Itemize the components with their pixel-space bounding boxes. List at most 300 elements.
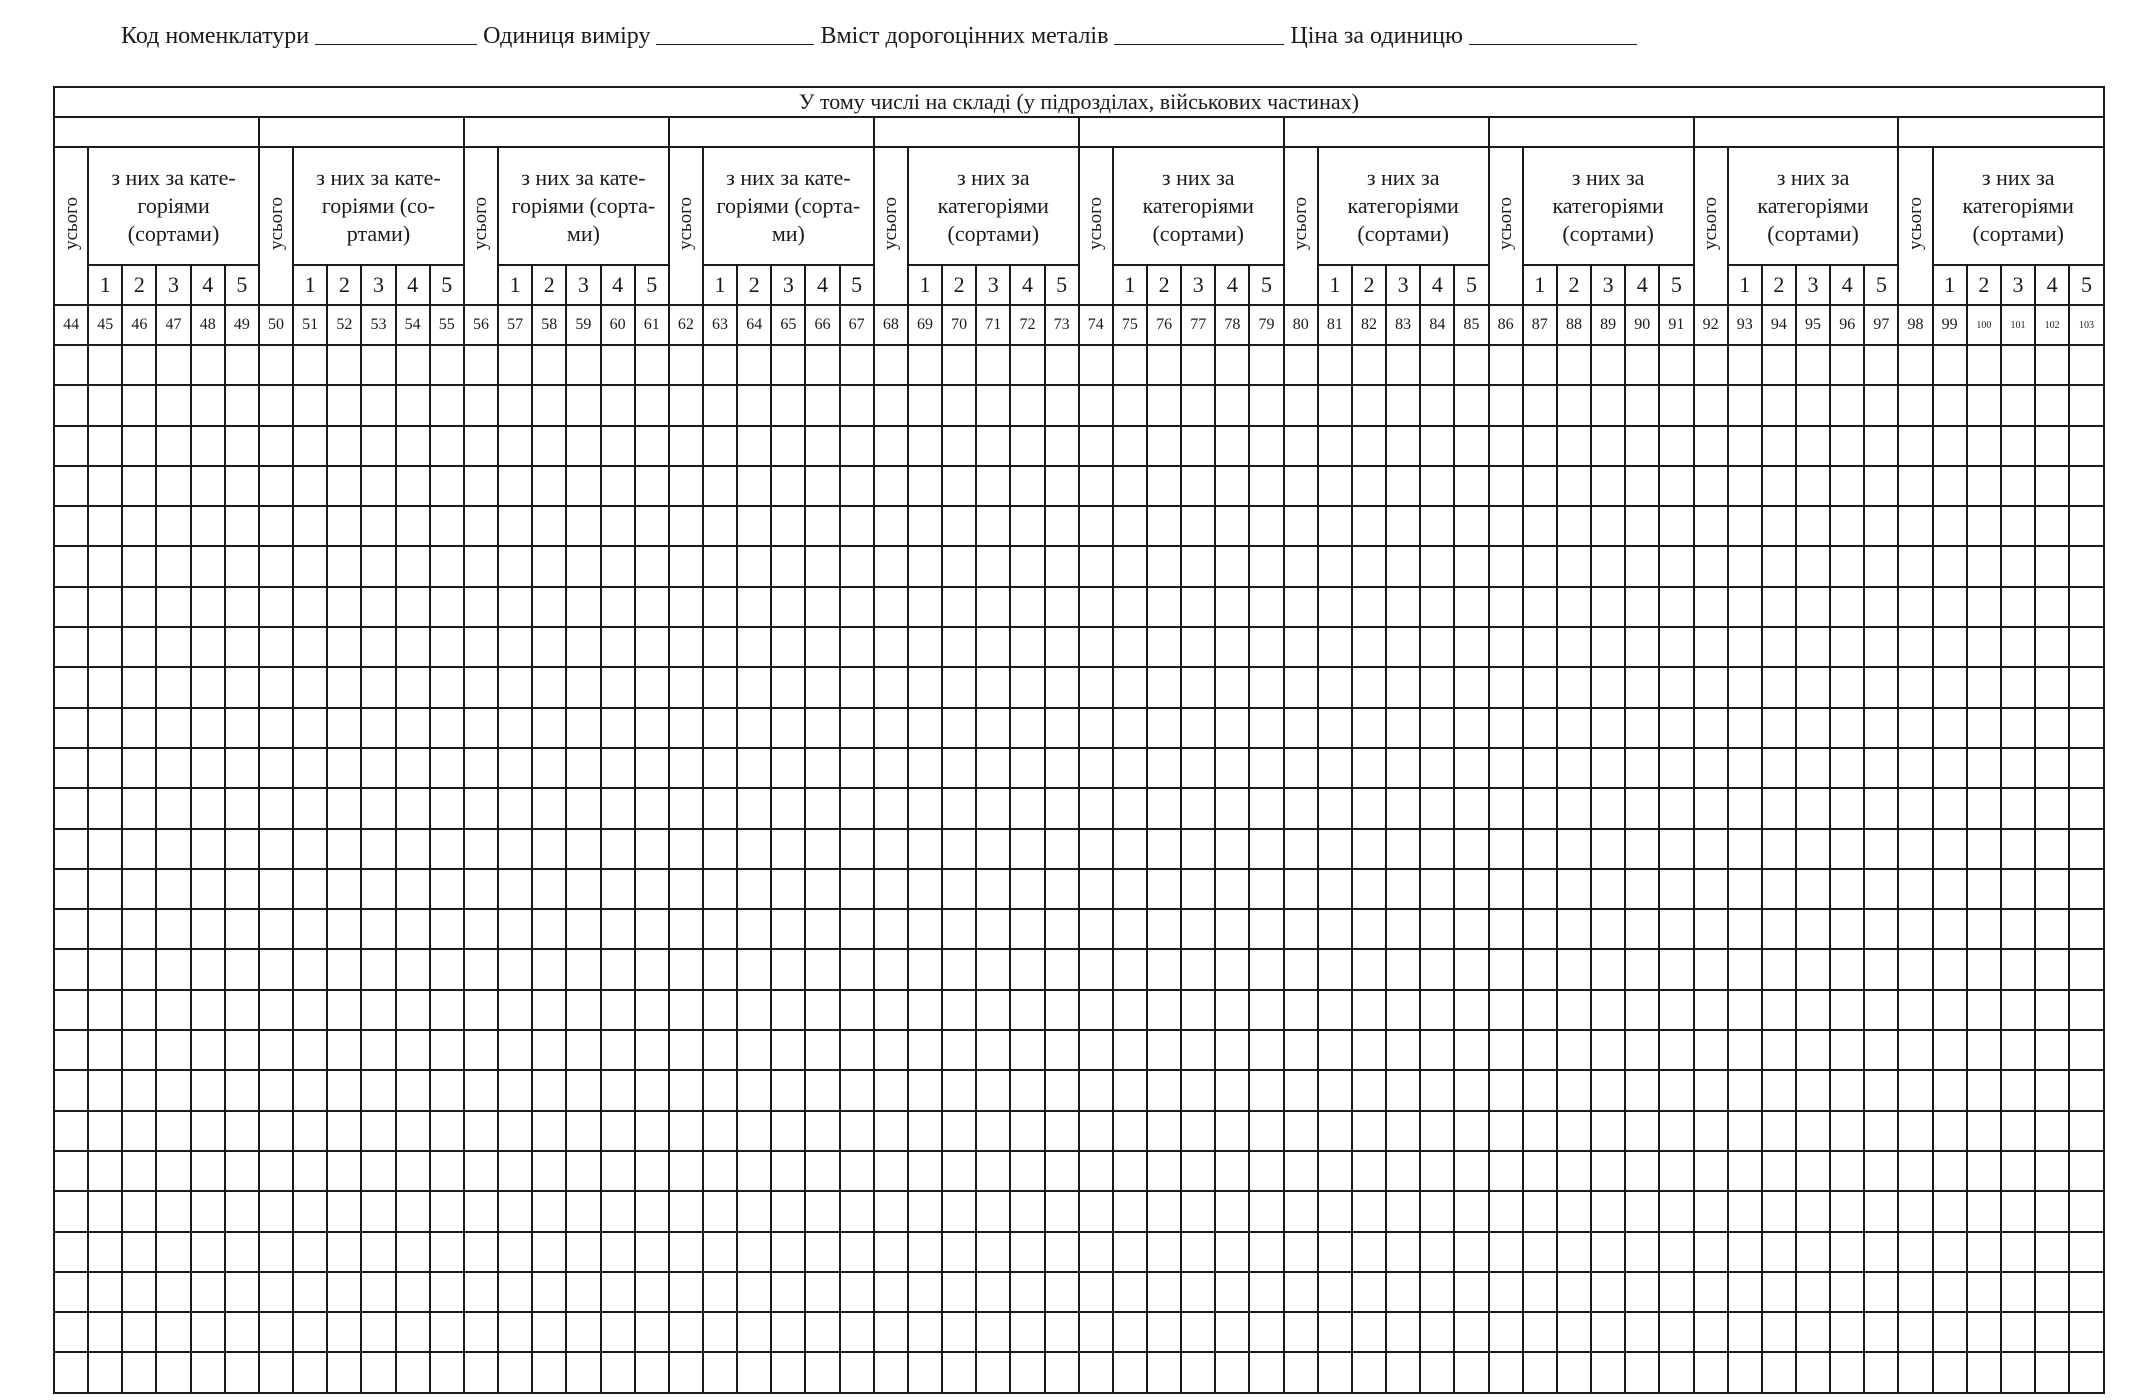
- data-cell[interactable]: [840, 627, 874, 667]
- data-cell[interactable]: [737, 1272, 771, 1312]
- data-cell[interactable]: [1659, 1070, 1693, 1110]
- data-cell[interactable]: [1933, 748, 1967, 788]
- data-cell[interactable]: [88, 546, 122, 586]
- data-cell[interactable]: [464, 949, 498, 989]
- data-cell[interactable]: [225, 546, 259, 586]
- data-cell[interactable]: [976, 506, 1010, 546]
- data-cell[interactable]: [737, 426, 771, 466]
- data-cell[interactable]: [2001, 1312, 2035, 1352]
- data-cell[interactable]: [54, 587, 88, 627]
- data-cell[interactable]: [737, 1070, 771, 1110]
- data-cell[interactable]: [1967, 385, 2001, 425]
- data-cell[interactable]: [293, 546, 327, 586]
- data-cell[interactable]: [156, 829, 190, 869]
- data-cell[interactable]: [1010, 506, 1044, 546]
- data-cell[interactable]: [1762, 667, 1796, 707]
- data-cell[interactable]: [1625, 1272, 1659, 1312]
- data-cell[interactable]: [293, 748, 327, 788]
- data-cell[interactable]: [1284, 990, 1318, 1030]
- data-cell[interactable]: [703, 708, 737, 748]
- data-cell[interactable]: [1864, 708, 1898, 748]
- data-cell[interactable]: [327, 829, 361, 869]
- data-cell[interactable]: [1557, 829, 1591, 869]
- data-cell[interactable]: [1113, 990, 1147, 1030]
- data-cell[interactable]: [2001, 708, 2035, 748]
- data-cell[interactable]: [156, 426, 190, 466]
- data-cell[interactable]: [1045, 1070, 1079, 1110]
- data-cell[interactable]: [1864, 1312, 1898, 1352]
- data-cell[interactable]: [430, 627, 464, 667]
- data-cell[interactable]: [498, 627, 532, 667]
- data-cell[interactable]: [361, 546, 395, 586]
- data-cell[interactable]: [2035, 1070, 2069, 1110]
- data-cell[interactable]: [1762, 506, 1796, 546]
- data-cell[interactable]: [1796, 345, 1830, 385]
- data-cell[interactable]: [1147, 1030, 1181, 1070]
- data-cell[interactable]: [1898, 788, 1932, 828]
- data-cell[interactable]: [2035, 546, 2069, 586]
- data-cell[interactable]: [122, 587, 156, 627]
- data-cell[interactable]: [1318, 466, 1352, 506]
- data-cell[interactable]: [1181, 627, 1215, 667]
- data-cell[interactable]: [1898, 506, 1932, 546]
- data-cell[interactable]: [1249, 466, 1283, 506]
- data-cell[interactable]: [1079, 1111, 1113, 1151]
- data-cell[interactable]: [156, 748, 190, 788]
- data-cell[interactable]: [1796, 909, 1830, 949]
- data-cell[interactable]: [361, 990, 395, 1030]
- data-cell[interactable]: [1864, 949, 1898, 989]
- data-cell[interactable]: [88, 385, 122, 425]
- data-cell[interactable]: [1591, 667, 1625, 707]
- data-cell[interactable]: [1284, 667, 1318, 707]
- data-cell[interactable]: [361, 748, 395, 788]
- data-cell[interactable]: [327, 385, 361, 425]
- data-cell[interactable]: [1489, 1191, 1523, 1231]
- data-cell[interactable]: [396, 1030, 430, 1070]
- data-cell[interactable]: [396, 466, 430, 506]
- data-cell[interactable]: [1796, 708, 1830, 748]
- data-cell[interactable]: [396, 1312, 430, 1352]
- data-cell[interactable]: [942, 949, 976, 989]
- data-cell[interactable]: [498, 1151, 532, 1191]
- data-cell[interactable]: [225, 1030, 259, 1070]
- data-cell[interactable]: [1318, 788, 1352, 828]
- data-cell[interactable]: [88, 1111, 122, 1151]
- data-cell[interactable]: [2035, 506, 2069, 546]
- data-cell[interactable]: [1113, 587, 1147, 627]
- data-cell[interactable]: [703, 1070, 737, 1110]
- data-cell[interactable]: [840, 1151, 874, 1191]
- data-cell[interactable]: [293, 788, 327, 828]
- data-cell[interactable]: [1625, 1191, 1659, 1231]
- data-cell[interactable]: [840, 1232, 874, 1272]
- data-cell[interactable]: [1454, 869, 1488, 909]
- data-cell[interactable]: [532, 1352, 566, 1392]
- data-cell[interactable]: [1284, 1151, 1318, 1191]
- data-cell[interactable]: [225, 1191, 259, 1231]
- data-cell[interactable]: [1523, 788, 1557, 828]
- data-cell[interactable]: [361, 466, 395, 506]
- data-cell[interactable]: [1147, 466, 1181, 506]
- data-cell[interactable]: [635, 385, 669, 425]
- data-cell[interactable]: [1489, 345, 1523, 385]
- data-cell[interactable]: [1898, 1352, 1932, 1392]
- data-cell[interactable]: [1523, 1151, 1557, 1191]
- data-cell[interactable]: [327, 909, 361, 949]
- data-cell[interactable]: [1318, 1030, 1352, 1070]
- data-cell[interactable]: [191, 1030, 225, 1070]
- data-cell[interactable]: [2035, 1191, 2069, 1231]
- data-cell[interactable]: [1113, 546, 1147, 586]
- data-cell[interactable]: [1284, 788, 1318, 828]
- data-cell[interactable]: [1284, 909, 1318, 949]
- data-cell[interactable]: [1249, 869, 1283, 909]
- data-cell[interactable]: [1694, 1232, 1728, 1272]
- data-cell[interactable]: [1215, 788, 1249, 828]
- data-cell[interactable]: [464, 708, 498, 748]
- data-cell[interactable]: [396, 788, 430, 828]
- data-cell[interactable]: [669, 1070, 703, 1110]
- data-cell[interactable]: [1762, 1030, 1796, 1070]
- header-field-blank[interactable]: [656, 24, 814, 45]
- data-cell[interactable]: [1147, 345, 1181, 385]
- data-cell[interactable]: [1352, 667, 1386, 707]
- data-cell[interactable]: [669, 1191, 703, 1231]
- data-cell[interactable]: [1796, 788, 1830, 828]
- data-cell[interactable]: [1898, 1030, 1932, 1070]
- data-cell[interactable]: [1659, 788, 1693, 828]
- data-cell[interactable]: [1249, 546, 1283, 586]
- data-cell[interactable]: [703, 1111, 737, 1151]
- data-cell[interactable]: [1694, 426, 1728, 466]
- data-cell[interactable]: [396, 426, 430, 466]
- data-cell[interactable]: [1967, 990, 2001, 1030]
- data-cell[interactable]: [1113, 748, 1147, 788]
- data-cell[interactable]: [1967, 1070, 2001, 1110]
- data-cell[interactable]: [1284, 1352, 1318, 1392]
- data-cell[interactable]: [1420, 426, 1454, 466]
- data-cell[interactable]: [1386, 1070, 1420, 1110]
- data-cell[interactable]: [1079, 1312, 1113, 1352]
- data-cell[interactable]: [1523, 748, 1557, 788]
- data-cell[interactable]: [942, 466, 976, 506]
- data-cell[interactable]: [1454, 506, 1488, 546]
- data-cell[interactable]: [669, 506, 703, 546]
- data-cell[interactable]: [566, 829, 600, 869]
- data-cell[interactable]: [1659, 909, 1693, 949]
- data-cell[interactable]: [1557, 949, 1591, 989]
- data-cell[interactable]: [566, 788, 600, 828]
- data-cell[interactable]: [1830, 1232, 1864, 1272]
- data-cell[interactable]: [976, 708, 1010, 748]
- data-cell[interactable]: [1045, 506, 1079, 546]
- data-cell[interactable]: [88, 345, 122, 385]
- data-cell[interactable]: [1591, 748, 1625, 788]
- data-cell[interactable]: [669, 1352, 703, 1392]
- data-cell[interactable]: [669, 1272, 703, 1312]
- data-cell[interactable]: [430, 1232, 464, 1272]
- data-cell[interactable]: [327, 1352, 361, 1392]
- data-cell[interactable]: [1318, 949, 1352, 989]
- data-cell[interactable]: [361, 708, 395, 748]
- data-cell[interactable]: [1386, 949, 1420, 989]
- data-cell[interactable]: [908, 869, 942, 909]
- data-cell[interactable]: [191, 869, 225, 909]
- data-cell[interactable]: [1284, 829, 1318, 869]
- data-cell[interactable]: [771, 748, 805, 788]
- data-cell[interactable]: [874, 788, 908, 828]
- data-cell[interactable]: [1454, 990, 1488, 1030]
- data-cell[interactable]: [703, 1191, 737, 1231]
- data-cell[interactable]: [1010, 1030, 1044, 1070]
- data-cell[interactable]: [1249, 1272, 1283, 1312]
- data-cell[interactable]: [1045, 466, 1079, 506]
- data-cell[interactable]: [1045, 587, 1079, 627]
- data-cell[interactable]: [1728, 587, 1762, 627]
- data-cell[interactable]: [1079, 909, 1113, 949]
- data-cell[interactable]: [1967, 426, 2001, 466]
- data-cell[interactable]: [1318, 426, 1352, 466]
- data-cell[interactable]: [1523, 708, 1557, 748]
- data-cell[interactable]: [1659, 949, 1693, 989]
- data-cell[interactable]: [88, 1030, 122, 1070]
- data-cell[interactable]: [293, 1232, 327, 1272]
- data-cell[interactable]: [1796, 587, 1830, 627]
- data-cell[interactable]: [1967, 869, 2001, 909]
- data-cell[interactable]: [1898, 627, 1932, 667]
- data-cell[interactable]: [1523, 990, 1557, 1030]
- data-cell[interactable]: [942, 708, 976, 748]
- data-cell[interactable]: [1659, 1232, 1693, 1272]
- data-cell[interactable]: [840, 788, 874, 828]
- data-cell[interactable]: [2001, 627, 2035, 667]
- data-cell[interactable]: [635, 1312, 669, 1352]
- data-cell[interactable]: [771, 667, 805, 707]
- data-cell[interactable]: [1181, 466, 1215, 506]
- data-cell[interactable]: [191, 1111, 225, 1151]
- data-cell[interactable]: [2069, 1272, 2104, 1312]
- data-cell[interactable]: [1147, 949, 1181, 989]
- data-cell[interactable]: [1352, 1352, 1386, 1392]
- data-cell[interactable]: [1898, 748, 1932, 788]
- data-cell[interactable]: [1215, 345, 1249, 385]
- data-cell[interactable]: [1181, 1030, 1215, 1070]
- data-cell[interactable]: [464, 1030, 498, 1070]
- data-cell[interactable]: [1898, 466, 1932, 506]
- data-cell[interactable]: [532, 1030, 566, 1070]
- data-cell[interactable]: [1967, 1111, 2001, 1151]
- data-cell[interactable]: [771, 1191, 805, 1231]
- data-cell[interactable]: [156, 546, 190, 586]
- data-cell[interactable]: [156, 788, 190, 828]
- data-cell[interactable]: [1181, 587, 1215, 627]
- data-cell[interactable]: [430, 1111, 464, 1151]
- data-cell[interactable]: [2001, 506, 2035, 546]
- data-cell[interactable]: [1420, 1352, 1454, 1392]
- data-cell[interactable]: [703, 627, 737, 667]
- data-cell[interactable]: [1284, 587, 1318, 627]
- data-cell[interactable]: [464, 546, 498, 586]
- data-cell[interactable]: [1386, 1151, 1420, 1191]
- data-cell[interactable]: [908, 385, 942, 425]
- data-cell[interactable]: [464, 1232, 498, 1272]
- data-cell[interactable]: [566, 546, 600, 586]
- data-cell[interactable]: [601, 869, 635, 909]
- data-cell[interactable]: [1352, 466, 1386, 506]
- header-field-blank[interactable]: [1469, 24, 1637, 45]
- data-cell[interactable]: [1898, 546, 1932, 586]
- data-cell[interactable]: [1694, 990, 1728, 1030]
- data-cell[interactable]: [1967, 627, 2001, 667]
- data-cell[interactable]: [1830, 1151, 1864, 1191]
- data-cell[interactable]: [1933, 667, 1967, 707]
- data-cell[interactable]: [122, 909, 156, 949]
- data-cell[interactable]: [122, 627, 156, 667]
- data-cell[interactable]: [1864, 345, 1898, 385]
- data-cell[interactable]: [122, 1030, 156, 1070]
- data-cell[interactable]: [1215, 869, 1249, 909]
- data-cell[interactable]: [54, 829, 88, 869]
- data-cell[interactable]: [1864, 466, 1898, 506]
- data-cell[interactable]: [1659, 869, 1693, 909]
- data-cell[interactable]: [1591, 546, 1625, 586]
- data-cell[interactable]: [225, 1272, 259, 1312]
- data-cell[interactable]: [225, 748, 259, 788]
- data-cell[interactable]: [874, 909, 908, 949]
- data-cell[interactable]: [737, 627, 771, 667]
- data-cell[interactable]: [1523, 1030, 1557, 1070]
- data-cell[interactable]: [191, 587, 225, 627]
- data-cell[interactable]: [1010, 466, 1044, 506]
- data-cell[interactable]: [1215, 748, 1249, 788]
- data-cell[interactable]: [1796, 1232, 1830, 1272]
- data-cell[interactable]: [1557, 869, 1591, 909]
- data-cell[interactable]: [1454, 546, 1488, 586]
- data-cell[interactable]: [1454, 1312, 1488, 1352]
- data-cell[interactable]: [293, 627, 327, 667]
- data-cell[interactable]: [737, 1232, 771, 1272]
- data-cell[interactable]: [1967, 909, 2001, 949]
- data-cell[interactable]: [464, 1352, 498, 1392]
- data-cell[interactable]: [88, 1191, 122, 1231]
- data-cell[interactable]: [191, 546, 225, 586]
- data-cell[interactable]: [293, 426, 327, 466]
- data-cell[interactable]: [88, 990, 122, 1030]
- data-cell[interactable]: [1318, 1232, 1352, 1272]
- data-cell[interactable]: [737, 1352, 771, 1392]
- data-cell[interactable]: [156, 1030, 190, 1070]
- data-cell[interactable]: [908, 667, 942, 707]
- data-cell[interactable]: [327, 546, 361, 586]
- data-cell[interactable]: [1694, 1030, 1728, 1070]
- data-cell[interactable]: [1659, 667, 1693, 707]
- data-cell[interactable]: [1181, 546, 1215, 586]
- data-cell[interactable]: [1454, 1111, 1488, 1151]
- data-cell[interactable]: [225, 667, 259, 707]
- data-cell[interactable]: [566, 1232, 600, 1272]
- data-cell[interactable]: [703, 1352, 737, 1392]
- data-cell[interactable]: [805, 1232, 839, 1272]
- data-cell[interactable]: [1591, 1191, 1625, 1231]
- data-cell[interactable]: [2001, 748, 2035, 788]
- data-cell[interactable]: [601, 506, 635, 546]
- data-cell[interactable]: [54, 667, 88, 707]
- data-cell[interactable]: [2069, 385, 2104, 425]
- data-cell[interactable]: [191, 949, 225, 989]
- data-cell[interactable]: [1659, 1352, 1693, 1392]
- data-cell[interactable]: [1625, 1151, 1659, 1191]
- data-cell[interactable]: [327, 1111, 361, 1151]
- data-cell[interactable]: [976, 1070, 1010, 1110]
- data-cell[interactable]: [805, 869, 839, 909]
- data-cell[interactable]: [1284, 466, 1318, 506]
- data-cell[interactable]: [396, 748, 430, 788]
- data-cell[interactable]: [703, 829, 737, 869]
- data-cell[interactable]: [1284, 869, 1318, 909]
- data-cell[interactable]: [840, 587, 874, 627]
- data-cell[interactable]: [976, 385, 1010, 425]
- data-cell[interactable]: [1933, 1232, 1967, 1272]
- data-cell[interactable]: [430, 1030, 464, 1070]
- data-cell[interactable]: [361, 1272, 395, 1312]
- data-cell[interactable]: [1489, 788, 1523, 828]
- data-cell[interactable]: [2069, 1030, 2104, 1070]
- data-cell[interactable]: [1830, 1191, 1864, 1231]
- data-cell[interactable]: [1625, 949, 1659, 989]
- data-cell[interactable]: [498, 385, 532, 425]
- data-cell[interactable]: [498, 949, 532, 989]
- data-cell[interactable]: [1796, 506, 1830, 546]
- data-cell[interactable]: [976, 1030, 1010, 1070]
- data-cell[interactable]: [1420, 708, 1454, 748]
- data-cell[interactable]: [1523, 829, 1557, 869]
- data-cell[interactable]: [1591, 1272, 1625, 1312]
- data-cell[interactable]: [1864, 909, 1898, 949]
- data-cell[interactable]: [1489, 385, 1523, 425]
- data-cell[interactable]: [1147, 627, 1181, 667]
- data-cell[interactable]: [635, 1070, 669, 1110]
- data-cell[interactable]: [88, 949, 122, 989]
- data-cell[interactable]: [225, 1232, 259, 1272]
- data-cell[interactable]: [191, 708, 225, 748]
- data-cell[interactable]: [703, 748, 737, 788]
- data-cell[interactable]: [1694, 1272, 1728, 1312]
- data-cell[interactable]: [1830, 949, 1864, 989]
- data-cell[interactable]: [1249, 1030, 1283, 1070]
- data-cell[interactable]: [601, 909, 635, 949]
- data-cell[interactable]: [1933, 627, 1967, 667]
- data-cell[interactable]: [1318, 1352, 1352, 1392]
- data-cell[interactable]: [361, 627, 395, 667]
- data-cell[interactable]: [191, 1151, 225, 1191]
- data-cell[interactable]: [1625, 466, 1659, 506]
- data-cell[interactable]: [1762, 869, 1796, 909]
- data-cell[interactable]: [976, 1352, 1010, 1392]
- data-cell[interactable]: [259, 869, 293, 909]
- data-cell[interactable]: [532, 1272, 566, 1312]
- data-cell[interactable]: [259, 829, 293, 869]
- data-cell[interactable]: [805, 385, 839, 425]
- data-cell[interactable]: [191, 1191, 225, 1231]
- data-cell[interactable]: [874, 949, 908, 989]
- data-cell[interactable]: [464, 1191, 498, 1231]
- data-cell[interactable]: [703, 1272, 737, 1312]
- data-cell[interactable]: [1728, 909, 1762, 949]
- data-cell[interactable]: [1933, 949, 1967, 989]
- data-cell[interactable]: [464, 829, 498, 869]
- data-cell[interactable]: [669, 788, 703, 828]
